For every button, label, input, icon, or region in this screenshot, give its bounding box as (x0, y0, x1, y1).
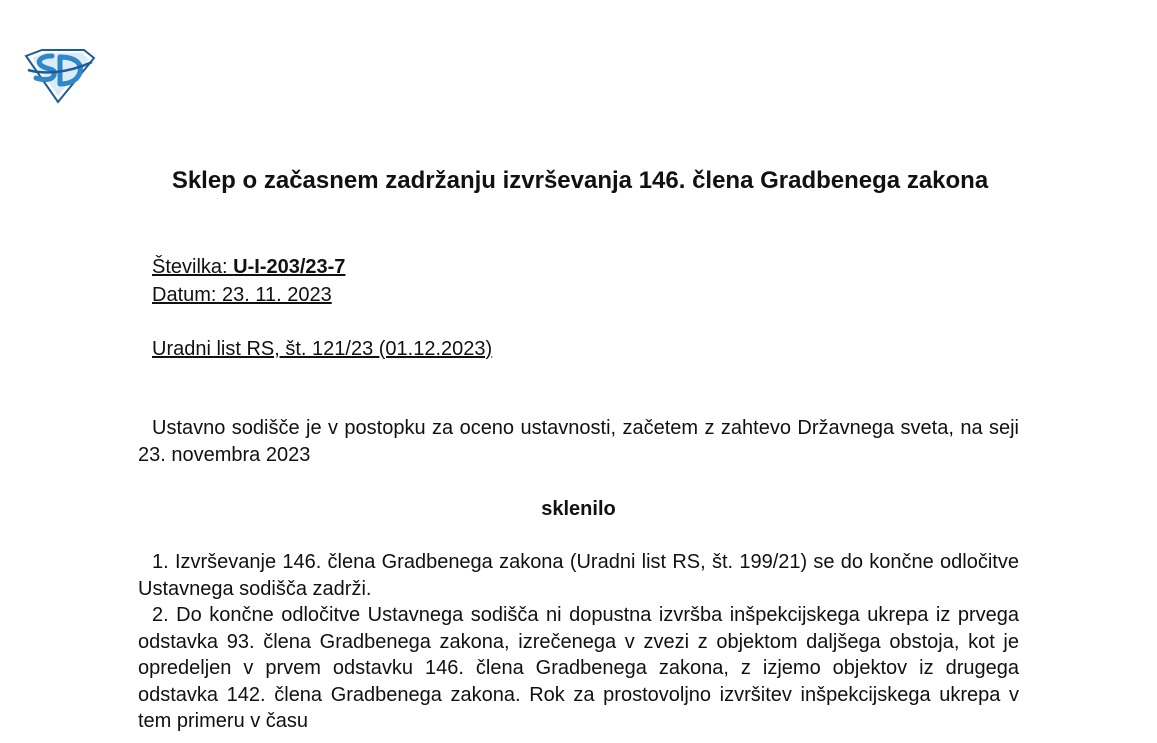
intro-paragraph (138, 415, 1019, 468)
decision-date: Datum: 23. 11. 2023 (152, 284, 332, 306)
document-title: Sklep o začasnem zadržanju izvrševanja 146. člena Gradbenega zakona (171, 167, 989, 194)
gazette-reference: Uradni list RS, št. 121/23 (01.12.2023) (152, 338, 493, 360)
operative-item-2: 2. Do končne odločitve Ustavnega sodišča ni dopustna izvršba inšpekcijskega ukrepa iz prvega odstavka 93. člena Gradbenega zakona, izrečenega v zvezi z objektom daljšega obstoja, kot je opredeljen v prvem odstavku 146. člena Gradbenega zakona, z izjemo objektov iz drugega odstavka 142. člena Gradbenega zakona. Rok za prostovoljno izvršitev inšpekcijskega ukrepa v tem primeru v času (138, 604, 1019, 732)
decided-heading: sklenilo (541, 498, 616, 520)
intro-text: Ustavno sodišče je v postopku za oceno ustavnosti, začetem z zahtevo Državnega sveta, na seji 23. novembra 2023 (138, 417, 1019, 466)
case-number-label: Številka: (152, 256, 234, 278)
case-number (152, 255, 345, 279)
court-logo-icon (22, 48, 96, 104)
operative-items (138, 549, 1019, 735)
operative-item-1: 1. Izvrševanje 146. člena Gradbenega zakona (Uradni list RS, št. 199/21) se do končne odločitve Ustavnega sodišča zadrži. (138, 551, 1019, 600)
case-number-value: U-I-203/23-7 (233, 256, 346, 278)
